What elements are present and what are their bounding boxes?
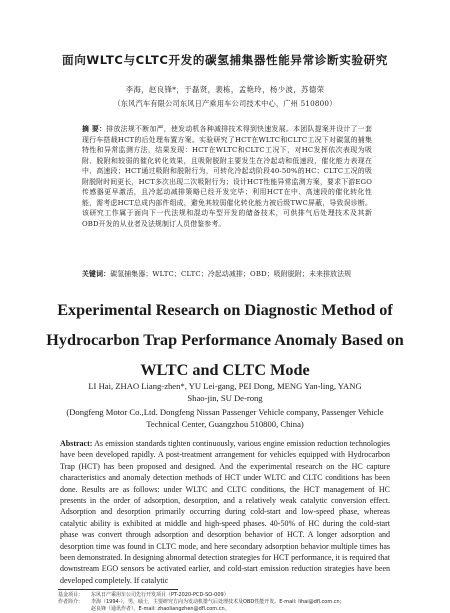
english-abstract-text: As emission standards tighten continuously, various engine emission reduction technologies have been developed rapidly. A post-treatment arrangement for vehicles equipped with Hydrocarbon Trap (HCT) has been proposed and designed. And the experimental research on the HC capture characteristics and anomaly detection methods of HCT under WLTC and CLTC conditions has been done. Results are as follows: under WLTC and CLTC conditions, the HCT management of HC presents in the order of adsorption, desorption, and a relatively weak catalytic conversion effect. Adsorption and desorption primarily occurring during cold-start and low-speed phase, whereas catalytic ability is exhibited at middle and high-speed phases. 40-50% of HC during the cold-start phase was convert through adsorption and desorption behavior of HCT. A longer adsorption and desorption time was found in CLTC mode, and here secondary adsorption behavior multiple times has been demonstrated. In designing abnormal detection strategies for HCT performance, it is required that downstream EGO sensors be activated earlier, and cold-start emission reduction strategies have been developed completely. If catalytic <box>60 439 391 585</box>
chinese-title: 面向WLTC与CLTC开发的碳氢捕集器性能异常诊断实验研究 <box>62 53 388 67</box>
chinese-keywords-label: 关键词： <box>82 270 111 278</box>
english-authors: LI Hai, ZHAO Liang-zhen*, YU Lei-gang, PEI Dong, MENG Yan-ling, YANG Shao-jin, SU De-rong <box>88 381 362 403</box>
footnote-text: 赵良锋（通讯作者），E-mail: zhaoliangzhen@dfl.com.cn。 <box>91 606 230 612</box>
chinese-affiliation: （东风汽车有限公司东风日产乘用车公司技术中心，广州 510800） <box>113 99 337 108</box>
chinese-keywords-text: 碳氢捕集器；WLTC；CLTC；冷起动减排；OBD；吸附脱附；未来排放法规 <box>110 270 352 278</box>
footnote-label <box>58 606 91 613</box>
footnote-corresponding-author <box>58 606 398 613</box>
english-affiliation: (Dongfeng Motor Co.,Ltd. Dongfeng Nissan Passenger Vehicle company, Passenger Vehicle Technical Center, Guangzhou 510800, China) <box>66 407 384 429</box>
chinese-keywords <box>82 269 382 279</box>
footnote-divider <box>58 589 178 590</box>
footnote-funding <box>58 592 398 599</box>
footnote-label: 作者简介： <box>58 599 84 605</box>
english-title: Experimental Research on Diagnostic Method of Hydrocarbon Trap Performance Anomaly Based on WLTC and CLTC Mode <box>46 301 404 379</box>
chinese-abstract <box>82 124 372 229</box>
chinese-abstract-label: 摘 要： <box>82 125 107 133</box>
english-abstract <box>60 438 390 586</box>
english-abstract-label: Abstract: <box>60 439 93 448</box>
footnotes <box>58 592 398 613</box>
footnote-label: 基金项目： <box>58 592 84 598</box>
footnote-text: 东风日产乘用车公司先行开发项目（PT-2020-PCD-SO-009） <box>91 592 229 598</box>
chinese-abstract-text: 排放法规不断加严，使发动机各种减排技术得到快速发展。本团队提案并设计了一套现行车搭载HCT的后处理布置方案。实验研究了HCT在WLTC和CLTC工况下对碳氢的捕集特性和异常监测方法，结果发现：HCT在WLTC和CLTC工况下，对HC发挥依次表现为吸附、脱附和较弱的催化转化效果，且吸附脱附主要发生在冷起动和低速段，催化能力表现在中、高速段；HCT通过吸附和脱附行为，可转化冷起动阶段40-50%的HC；CLTC工况的吸附脱附时间更长，HCT多次出现二次吸附行为；设计HCT性能异常监测方案，要求下游EGO传感器更早激活，且冷起动减排策略已经开发完毕；利用HCT在中、高速段的催化转化性能，需考虑HCT总成内部件组成，避免其较弱催化转化能力被后级TWC屏蔽，导致误诊断。该研究工作属于面向下一代法规和混动车型开发的储备技术，可供排气后处理技术及其新OBD开发的从业者及法规制订人员借鉴参考。 <box>82 125 373 228</box>
chinese-authors: 李海，赵良锋*，于磊贤，裴栋，孟艳玲，杨少波，苏德荣 <box>125 85 325 94</box>
footnote-text: 李海（1994-），男，硕士，主要研究方向为发动机排气后处理技术及OBD性能开发。E-mail: lihai@dfl.com.cn; <box>91 599 342 605</box>
footnote-author-bio <box>58 599 398 606</box>
